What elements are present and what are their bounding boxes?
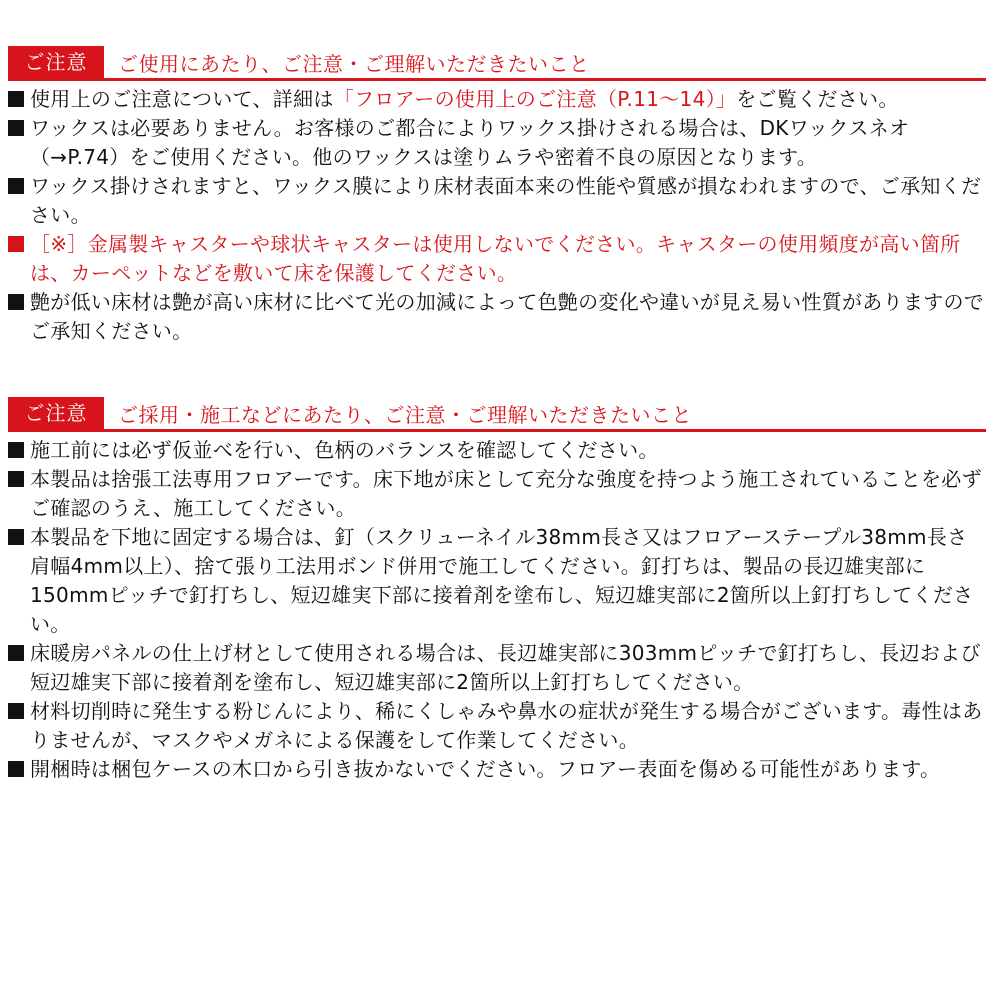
- square-bullet-icon: [8, 120, 24, 136]
- section-header: [8, 397, 986, 432]
- list-item: [8, 288, 986, 346]
- warning-text: ［※］金属製キャスターや球状キャスターは使用しないでください。キャスターの使用頻度が高い箇所は、カーペットなどを敷いて床を保護してください。: [30, 232, 961, 285]
- list-item: [8, 436, 986, 465]
- list-item-text: 床暖房パネルの仕上げ材として使用される場合は、長辺雄実部に303mmピッチで釘打ちし、長辺および短辺雄実下部に接着剤を塗布し、短辺雄実部に2箇所以上釘打ちしてください。: [30, 641, 981, 694]
- notice-list: [8, 436, 986, 784]
- square-bullet-icon: [8, 442, 24, 458]
- section-title: ご使用にあたり、ご注意・ご理解いただきたいこと: [118, 51, 590, 76]
- square-bullet-icon: [8, 645, 24, 661]
- list-item: [8, 639, 986, 697]
- square-bullet-icon: [8, 529, 24, 545]
- warning-list-item: [8, 230, 986, 288]
- page-reference-link[interactable]: 「フロアーの使用上のご注意（P.11〜14）」: [333, 87, 737, 111]
- square-bullet-icon: [8, 178, 24, 194]
- list-item: [8, 172, 986, 230]
- list-item: [8, 755, 986, 784]
- list-item: [8, 465, 986, 523]
- section-header: [8, 46, 986, 81]
- list-item-text: 施工前には必ず仮並べを行い、色柄のバランスを確認してください。: [30, 438, 659, 462]
- list-item: [8, 697, 986, 755]
- square-bullet-icon: [8, 294, 24, 310]
- list-item: [8, 114, 986, 172]
- list-item-text: 艶が低い床材は艶が高い床材に比べて光の加減によって色艶の変化や違いが見え易い性質がありますのでご承知ください。: [30, 290, 985, 343]
- usage-notice-section: [8, 46, 986, 346]
- square-bullet-icon: [8, 761, 24, 777]
- list-item-text: 開梱時は梱包ケースの木口から引き抜かないでください。フロアー表面を傷める可能性があります。: [30, 757, 941, 781]
- square-bullet-icon: [8, 471, 24, 487]
- list-item-text: ワックス掛けされますと、ワックス膜により床材表面本来の性能や質感が損なわれますので、ご承知ください。: [30, 174, 982, 227]
- list-item-text: ワックスは必要ありません。お客様のご都合によりワックス掛けされる場合は、DKワックスネオ（→P.74）をご使用ください。他のワックスは塗りムラや密着不良の原因となります。: [30, 116, 910, 169]
- list-item-text: 本製品は捨張工法専用フロアーです。床下地が床として充分な強度を持つよう施工されていることを必ずご確認のうえ、施工してください。: [30, 467, 982, 520]
- square-bullet-icon: [8, 236, 24, 252]
- list-item: [8, 523, 986, 639]
- notice-list: [8, 85, 986, 346]
- notice-tag: ご注意: [8, 46, 104, 78]
- notice-tag: ご注意: [8, 397, 104, 429]
- section-title: ご採用・施工などにあたり、ご注意・ご理解いただきたいこと: [118, 402, 692, 427]
- list-item-text: 使用上のご注意について、詳細は「フロアーの使用上のご注意（P.11〜14）」をご覧ください。: [30, 87, 899, 111]
- installation-notice-section: [8, 397, 986, 784]
- square-bullet-icon: [8, 91, 24, 107]
- list-item-text: 材料切削時に発生する粉じんにより、稀にくしゃみや鼻水の症状が発生する場合がございます。毒性はありませんが、マスクやメガネによる保護をして作業してください。: [30, 699, 983, 752]
- list-item: [8, 85, 986, 114]
- square-bullet-icon: [8, 703, 24, 719]
- list-item-text: 本製品を下地に固定する場合は、釘（スクリューネイル38mm長さ又はフロアーステープル38mm長さ肩幅4mm以上）、捨て張り工法用ボンド併用で施工してください。釘打ちは、製品の長辺雄実部に150mmピッチで釘打ちし、短辺雄実下部に接着剤を塗布し、短辺雄実部に2箇所以上釘打ちしてください。: [30, 525, 974, 636]
